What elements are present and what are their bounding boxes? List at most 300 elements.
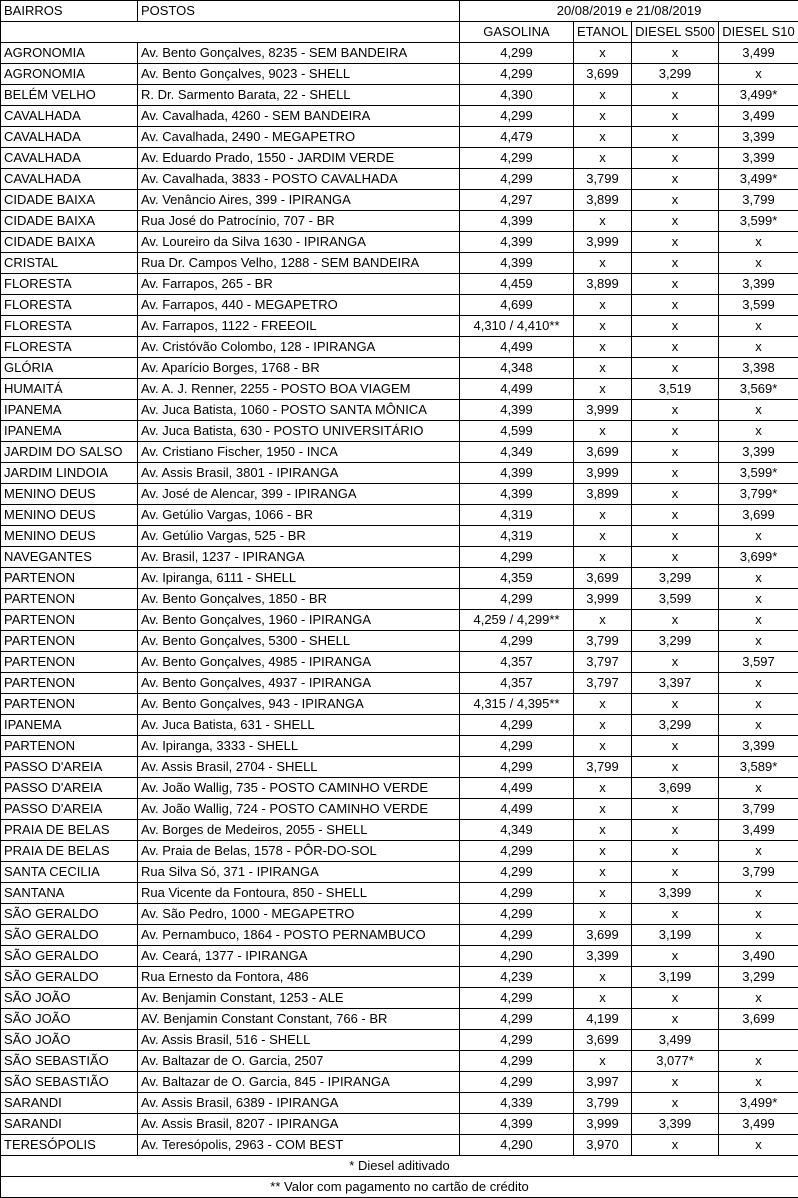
- diesel-s500-cell: x: [632, 43, 719, 64]
- diesel-s500-cell: x: [632, 211, 719, 232]
- etanol-cell: 3,999: [574, 463, 632, 484]
- bairro-cell: PARTENON: [1, 568, 138, 589]
- diesel-s500-cell: x: [632, 148, 719, 169]
- posto-cell: Rua Dr. Campos Velho, 1288 - SEM BANDEIRA: [138, 253, 460, 274]
- diesel-s500-cell: x: [632, 757, 719, 778]
- gasolina-cell: 4,349: [460, 442, 574, 463]
- diesel-s500-cell: x: [632, 85, 719, 106]
- table-row: [1, 190, 798, 211]
- table-row: [1, 316, 798, 337]
- diesel-s10-cell: x: [719, 400, 798, 421]
- diesel-s500-cell: 3,399: [632, 883, 719, 904]
- gasolina-cell: 4,499: [460, 799, 574, 820]
- diesel-s10-cell: x: [719, 232, 798, 253]
- diesel-s500-cell: x: [632, 1009, 719, 1030]
- bairro-cell: SÃO GERALDO: [1, 904, 138, 925]
- diesel-s500-cell: x: [632, 295, 719, 316]
- diesel-s10-cell: x: [719, 610, 798, 631]
- etanol-cell: x: [574, 127, 632, 148]
- bairro-cell: MENINO DEUS: [1, 526, 138, 547]
- posto-cell: Av. João Wallig, 724 - POSTO CAMINHO VERDE: [138, 799, 460, 820]
- diesel-s500-cell: x: [632, 484, 719, 505]
- bairro-cell: AGRONOMIA: [1, 64, 138, 85]
- etanol-cell: 3,699: [574, 442, 632, 463]
- table-row: [1, 589, 798, 610]
- footnote-row-diesel: [1, 1156, 798, 1177]
- etanol-cell: 3,799: [574, 757, 632, 778]
- etanol-cell: x: [574, 421, 632, 442]
- diesel-s10-cell: x: [719, 988, 798, 1009]
- table-row: [1, 757, 798, 778]
- etanol-cell: x: [574, 904, 632, 925]
- bairro-cell: PRAIA DE BELAS: [1, 841, 138, 862]
- posto-cell: Av. Farrapos, 1122 - FREEOIL: [138, 316, 460, 337]
- table-row: [1, 841, 798, 862]
- etanol-cell: 3,799: [574, 1093, 632, 1114]
- diesel-s10-cell: 3,490: [719, 946, 798, 967]
- etanol-cell: 3,699: [574, 64, 632, 85]
- diesel-s500-cell: 3,199: [632, 967, 719, 988]
- diesel-s10-cell: 3,799: [719, 799, 798, 820]
- posto-cell: Av. Assis Brasil, 516 - SHELL: [138, 1030, 460, 1051]
- gasolina-cell: 4,699: [460, 295, 574, 316]
- diesel-s500-cell: 3,699: [632, 778, 719, 799]
- etanol-cell: x: [574, 316, 632, 337]
- diesel-s10-cell: x: [719, 904, 798, 925]
- diesel-s500-cell: 3,299: [632, 568, 719, 589]
- diesel-s10-cell: 3,569*: [719, 379, 798, 400]
- diesel-s10-cell: x: [719, 673, 798, 694]
- table-row: [1, 421, 798, 442]
- bairro-cell: GLÓRIA: [1, 358, 138, 379]
- gasolina-cell: 4,299: [460, 106, 574, 127]
- bairro-cell: JARDIM DO SALSO: [1, 442, 138, 463]
- diesel-s10-cell: x: [719, 337, 798, 358]
- bairro-cell: FLORESTA: [1, 337, 138, 358]
- diesel-s500-cell: x: [632, 169, 719, 190]
- gasolina-cell: 4,390: [460, 85, 574, 106]
- posto-cell: Av. Cavalhada, 3833 - POSTO CAVALHADA: [138, 169, 460, 190]
- diesel-s500-cell: x: [632, 526, 719, 547]
- table-row: [1, 337, 798, 358]
- posto-cell: Av. Cristóvão Colombo, 128 - IPIRANGA: [138, 337, 460, 358]
- table-row: [1, 883, 798, 904]
- diesel-s10-cell: x: [719, 64, 798, 85]
- gasolina-cell: 4,299: [460, 1009, 574, 1030]
- etanol-cell: x: [574, 736, 632, 757]
- table-row: [1, 85, 798, 106]
- etanol-cell: x: [574, 778, 632, 799]
- bairro-cell: FLORESTA: [1, 274, 138, 295]
- posto-cell: Av. Juca Batista, 630 - POSTO UNIVERSITÁRIO: [138, 421, 460, 442]
- etanol-cell: x: [574, 253, 632, 274]
- bairro-cell: PARTENON: [1, 610, 138, 631]
- bairro-cell: SÃO JOÃO: [1, 1030, 138, 1051]
- diesel-s500-cell: x: [632, 841, 719, 862]
- diesel-s500-cell: 3,397: [632, 673, 719, 694]
- table-row: [1, 1051, 798, 1072]
- gasolina-cell: 4,319: [460, 526, 574, 547]
- gasolina-cell: 4,399: [460, 463, 574, 484]
- gasolina-cell: 4,299: [460, 883, 574, 904]
- header-row-2: [1, 22, 798, 43]
- diesel-s10-cell: 3,399: [719, 148, 798, 169]
- table-row: [1, 1093, 798, 1114]
- gasolina-cell: 4,319: [460, 505, 574, 526]
- bairro-cell: HUMAITÁ: [1, 379, 138, 400]
- diesel-s10-cell: 3,499*: [719, 85, 798, 106]
- bairro-cell: PASSO D'AREIA: [1, 778, 138, 799]
- bairro-cell: CAVALHADA: [1, 127, 138, 148]
- posto-cell: Av. Bento Gonçalves, 9023 - SHELL: [138, 64, 460, 85]
- footnote-credit-card: ** Valor com pagamento no cartão de crédito: [1, 1177, 798, 1198]
- bairro-cell: CAVALHADA: [1, 169, 138, 190]
- etanol-cell: 3,997: [574, 1072, 632, 1093]
- posto-cell: Av. Bento Gonçalves, 1850 - BR: [138, 589, 460, 610]
- etanol-cell: 3,699: [574, 1030, 632, 1051]
- posto-cell: Av. Farrapos, 265 - BR: [138, 274, 460, 295]
- etanol-cell: 3,999: [574, 232, 632, 253]
- gasolina-cell: 4,299: [460, 841, 574, 862]
- diesel-s500-cell: x: [632, 358, 719, 379]
- etanol-cell: x: [574, 505, 632, 526]
- gasolina-cell: 4,599: [460, 421, 574, 442]
- diesel-s500-cell: x: [632, 610, 719, 631]
- diesel-s10-cell: 3,799*: [719, 484, 798, 505]
- header-gasolina: GASOLINA: [460, 22, 574, 43]
- bairro-cell: NAVEGANTES: [1, 547, 138, 568]
- posto-cell: Av. Cristiano Fischer, 1950 - INCA: [138, 442, 460, 463]
- gasolina-cell: 4,299: [460, 1051, 574, 1072]
- gasolina-cell: 4,299: [460, 43, 574, 64]
- header-postos: POSTOS: [138, 1, 460, 22]
- diesel-s500-cell: 3,299: [632, 64, 719, 85]
- diesel-s500-cell: 3,499: [632, 1030, 719, 1051]
- table-row: [1, 148, 798, 169]
- gasolina-cell: 4,349: [460, 820, 574, 841]
- diesel-s500-cell: x: [632, 337, 719, 358]
- posto-cell: Av. Ipiranga, 6111 - SHELL: [138, 568, 460, 589]
- diesel-s500-cell: 3,599: [632, 589, 719, 610]
- posto-cell: Av. Aparício Borges, 1768 - BR: [138, 358, 460, 379]
- diesel-s10-cell: x: [719, 316, 798, 337]
- table-row: [1, 862, 798, 883]
- gasolina-cell: 4,459: [460, 274, 574, 295]
- posto-cell: Av. Getúlio Vargas, 1066 - BR: [138, 505, 460, 526]
- etanol-cell: x: [574, 379, 632, 400]
- diesel-s10-cell: x: [719, 1051, 798, 1072]
- gasolina-cell: 4,299: [460, 988, 574, 1009]
- bairro-cell: CRISTAL: [1, 253, 138, 274]
- diesel-s500-cell: x: [632, 1135, 719, 1156]
- bairro-cell: CAVALHADA: [1, 106, 138, 127]
- etanol-cell: 3,699: [574, 925, 632, 946]
- bairro-cell: PARTENON: [1, 694, 138, 715]
- posto-cell: Av. Venâncio Aires, 399 - IPIRANGA: [138, 190, 460, 211]
- etanol-cell: 3,899: [574, 274, 632, 295]
- header-row-1: [1, 1, 798, 22]
- table-row: [1, 904, 798, 925]
- table-row: [1, 295, 798, 316]
- diesel-s500-cell: 3,399: [632, 1114, 719, 1135]
- posto-cell: Av. Borges de Medeiros, 2055 - SHELL: [138, 820, 460, 841]
- posto-cell: Av. Bento Gonçalves, 4937 - IPIRANGA: [138, 673, 460, 694]
- diesel-s10-cell: x: [719, 568, 798, 589]
- posto-cell: Av. Bento Gonçalves, 8235 - SEM BANDEIRA: [138, 43, 460, 64]
- bairro-cell: AGRONOMIA: [1, 43, 138, 64]
- posto-cell: Av. Assis Brasil, 3801 - IPIRANGA: [138, 463, 460, 484]
- gasolina-cell: 4,299: [460, 169, 574, 190]
- diesel-s500-cell: x: [632, 232, 719, 253]
- diesel-s10-cell: x: [719, 694, 798, 715]
- gasolina-cell: 4,299: [460, 631, 574, 652]
- posto-cell: Av. Teresópolis, 2963 - COM BEST: [138, 1135, 460, 1156]
- gasolina-cell: 4,399: [460, 1114, 574, 1135]
- etanol-cell: x: [574, 295, 632, 316]
- gasolina-cell: 4,399: [460, 484, 574, 505]
- header-blank-cell: [1, 22, 460, 43]
- etanol-cell: x: [574, 988, 632, 1009]
- diesel-s10-cell: 3,398: [719, 358, 798, 379]
- diesel-s10-cell: x: [719, 589, 798, 610]
- etanol-cell: 3,699: [574, 568, 632, 589]
- posto-cell: Av. São Pedro, 1000 - MEGAPETRO: [138, 904, 460, 925]
- table-row: [1, 1072, 798, 1093]
- gasolina-cell: 4,399: [460, 400, 574, 421]
- etanol-cell: x: [574, 862, 632, 883]
- table-row: [1, 694, 798, 715]
- diesel-s500-cell: x: [632, 421, 719, 442]
- gasolina-cell: 4,399: [460, 253, 574, 274]
- posto-cell: AV. Benjamin Constant Constant, 766 - BR: [138, 1009, 460, 1030]
- diesel-s10-cell: 3,399: [719, 442, 798, 463]
- gasolina-cell: 4,259 / 4,299**: [460, 610, 574, 631]
- posto-cell: Av. Baltazar de O. Garcia, 2507: [138, 1051, 460, 1072]
- etanol-cell: x: [574, 967, 632, 988]
- gasolina-cell: 4,299: [460, 1072, 574, 1093]
- table-row: [1, 442, 798, 463]
- diesel-s10-cell: 3,599*: [719, 463, 798, 484]
- table-row: [1, 484, 798, 505]
- gasolina-cell: 4,399: [460, 211, 574, 232]
- bairro-cell: SÃO JOÃO: [1, 988, 138, 1009]
- table-row: [1, 232, 798, 253]
- gasolina-cell: 4,299: [460, 64, 574, 85]
- diesel-s500-cell: x: [632, 127, 719, 148]
- posto-cell: Av. Bento Gonçalves, 4985 - IPIRANGA: [138, 652, 460, 673]
- header-diesel-s500: DIESEL S500: [632, 22, 719, 43]
- diesel-s10-cell: 3,699*: [719, 547, 798, 568]
- footnote-diesel-aditivado: * Diesel aditivado: [1, 1156, 798, 1177]
- diesel-s500-cell: x: [632, 1093, 719, 1114]
- bairro-cell: CIDADE BAIXA: [1, 211, 138, 232]
- etanol-cell: 3,970: [574, 1135, 632, 1156]
- bairro-cell: IPANEMA: [1, 400, 138, 421]
- gasolina-cell: 4,357: [460, 652, 574, 673]
- bairro-cell: SÃO GERALDO: [1, 967, 138, 988]
- diesel-s10-cell: x: [719, 631, 798, 652]
- gasolina-cell: 4,299: [460, 904, 574, 925]
- posto-cell: Av. Juca Batista, 1060 - POSTO SANTA MÔNICA: [138, 400, 460, 421]
- posto-cell: Av. Benjamin Constant, 1253 - ALE: [138, 988, 460, 1009]
- posto-cell: Av. José de Alencar, 399 - IPIRANGA: [138, 484, 460, 505]
- diesel-s500-cell: x: [632, 862, 719, 883]
- posto-cell: Av. Ipiranga, 3333 - SHELL: [138, 736, 460, 757]
- gasolina-cell: 4,339: [460, 1093, 574, 1114]
- diesel-s500-cell: x: [632, 190, 719, 211]
- bairro-cell: JARDIM LINDOIA: [1, 463, 138, 484]
- gasolina-cell: 4,299: [460, 1030, 574, 1051]
- bairro-cell: IPANEMA: [1, 715, 138, 736]
- gasolina-cell: 4,499: [460, 379, 574, 400]
- table-row: [1, 820, 798, 841]
- diesel-s500-cell: 3,199: [632, 925, 719, 946]
- header-diesel-s10: DIESEL S10: [719, 22, 798, 43]
- diesel-s10-cell: 3,299: [719, 967, 798, 988]
- bairro-cell: IPANEMA: [1, 421, 138, 442]
- etanol-cell: x: [574, 547, 632, 568]
- gasolina-cell: 4,297: [460, 190, 574, 211]
- etanol-cell: x: [574, 526, 632, 547]
- bairro-cell: PRAIA DE BELAS: [1, 820, 138, 841]
- diesel-s10-cell: 3,399: [719, 274, 798, 295]
- diesel-s10-cell: x: [719, 841, 798, 862]
- table-row: [1, 1009, 798, 1030]
- diesel-s10-cell: 3,599*: [719, 211, 798, 232]
- diesel-s10-cell: 3,499: [719, 1114, 798, 1135]
- gasolina-cell: 4,239: [460, 967, 574, 988]
- posto-cell: Av. Praia de Belas, 1578 - PÔR-DO-SOL: [138, 841, 460, 862]
- bairro-cell: PASSO D'AREIA: [1, 757, 138, 778]
- bairro-cell: PASSO D'AREIA: [1, 799, 138, 820]
- gasolina-cell: 4,359: [460, 568, 574, 589]
- diesel-s10-cell: x: [719, 778, 798, 799]
- diesel-s500-cell: x: [632, 253, 719, 274]
- diesel-s10-cell: 3,589*: [719, 757, 798, 778]
- diesel-s10-cell: x: [719, 715, 798, 736]
- posto-cell: Av. Pernambuco, 1864 - POSTO PERNAMBUCO: [138, 925, 460, 946]
- diesel-s10-cell: 3,499: [719, 820, 798, 841]
- bairro-cell: SARANDI: [1, 1093, 138, 1114]
- diesel-s10-cell: x: [719, 421, 798, 442]
- diesel-s500-cell: x: [632, 274, 719, 295]
- diesel-s10-cell: 3,799: [719, 862, 798, 883]
- posto-cell: Av. Getúlio Vargas, 525 - BR: [138, 526, 460, 547]
- gasolina-cell: 4,299: [460, 589, 574, 610]
- etanol-cell: 4,199: [574, 1009, 632, 1030]
- diesel-s10-cell: 3,499: [719, 43, 798, 64]
- posto-cell: Av. Baltazar de O. Garcia, 845 - IPIRANGA: [138, 1072, 460, 1093]
- bairro-cell: PARTENON: [1, 589, 138, 610]
- diesel-s500-cell: x: [632, 505, 719, 526]
- posto-cell: Av. João Wallig, 735 - POSTO CAMINHO VERDE: [138, 778, 460, 799]
- bairro-cell: SÃO SEBASTIÃO: [1, 1051, 138, 1072]
- table-row: [1, 715, 798, 736]
- table-row: [1, 169, 798, 190]
- gasolina-cell: 4,499: [460, 778, 574, 799]
- gasolina-cell: 4,299: [460, 547, 574, 568]
- gasolina-cell: 4,299: [460, 925, 574, 946]
- bairro-cell: SÃO SEBASTIÃO: [1, 1072, 138, 1093]
- header-date-range: 20/08/2019 e 21/08/2019: [460, 1, 798, 22]
- table-row: [1, 526, 798, 547]
- etanol-cell: 3,999: [574, 589, 632, 610]
- posto-cell: Av. Eduardo Prado, 1550 - JARDIM VERDE: [138, 148, 460, 169]
- bairro-cell: CAVALHADA: [1, 148, 138, 169]
- etanol-cell: x: [574, 148, 632, 169]
- gasolina-cell: 4,310 / 4,410**: [460, 316, 574, 337]
- bairro-cell: CIDADE BAIXA: [1, 190, 138, 211]
- bairro-cell: SÃO GERALDO: [1, 946, 138, 967]
- bairro-cell: CIDADE BAIXA: [1, 232, 138, 253]
- table-row: [1, 988, 798, 1009]
- diesel-s500-cell: x: [632, 316, 719, 337]
- etanol-cell: 3,899: [574, 484, 632, 505]
- posto-cell: Av. Bento Gonçalves, 1960 - IPIRANGA: [138, 610, 460, 631]
- posto-cell: Av. Farrapos, 440 - MEGAPETRO: [138, 295, 460, 316]
- diesel-s500-cell: 3,299: [632, 715, 719, 736]
- table-row: [1, 946, 798, 967]
- diesel-s10-cell: x: [719, 1135, 798, 1156]
- gasolina-cell: 4,357: [460, 673, 574, 694]
- gasolina-cell: 4,299: [460, 757, 574, 778]
- posto-cell: Av. Cavalhada, 2490 - MEGAPETRO: [138, 127, 460, 148]
- gasolina-cell: 4,479: [460, 127, 574, 148]
- table-row: [1, 652, 798, 673]
- bairro-cell: FLORESTA: [1, 295, 138, 316]
- diesel-s10-cell: 3,599: [719, 295, 798, 316]
- posto-cell: Av. Assis Brasil, 8207 - IPIRANGA: [138, 1114, 460, 1135]
- diesel-s10-cell: x: [719, 1072, 798, 1093]
- bairro-cell: SANTANA: [1, 883, 138, 904]
- table-row: [1, 127, 798, 148]
- gasolina-cell: 4,348: [460, 358, 574, 379]
- posto-cell: Rua José do Patrocínio, 707 - BR: [138, 211, 460, 232]
- table-row: [1, 631, 798, 652]
- footnote-row-credit: [1, 1177, 798, 1198]
- etanol-cell: x: [574, 43, 632, 64]
- gasolina-cell: 4,399: [460, 232, 574, 253]
- table-row: [1, 568, 798, 589]
- posto-cell: Av. Bento Gonçalves, 5300 - SHELL: [138, 631, 460, 652]
- gasolina-cell: 4,299: [460, 148, 574, 169]
- diesel-s10-cell: 3,399: [719, 736, 798, 757]
- etanol-cell: x: [574, 211, 632, 232]
- posto-cell: Rua Vicente da Fontoura, 850 - SHELL: [138, 883, 460, 904]
- diesel-s10-cell: 3,499*: [719, 169, 798, 190]
- table-row: [1, 400, 798, 421]
- diesel-s10-cell: x: [719, 526, 798, 547]
- table-row: [1, 253, 798, 274]
- table-row: [1, 925, 798, 946]
- bairro-cell: SÃO GERALDO: [1, 925, 138, 946]
- diesel-s10-cell: 3,699: [719, 1009, 798, 1030]
- diesel-s10-cell: x: [719, 253, 798, 274]
- diesel-s500-cell: x: [632, 652, 719, 673]
- table-row: [1, 463, 798, 484]
- posto-cell: R. Dr. Sarmento Barata, 22 - SHELL: [138, 85, 460, 106]
- etanol-cell: x: [574, 883, 632, 904]
- posto-cell: Av. Assis Brasil, 2704 - SHELL: [138, 757, 460, 778]
- table-row: [1, 967, 798, 988]
- posto-cell: Av. Bento Gonçalves, 943 - IPIRANGA: [138, 694, 460, 715]
- table-row: [1, 274, 798, 295]
- diesel-s10-cell: 3,499*: [719, 1093, 798, 1114]
- etanol-cell: x: [574, 337, 632, 358]
- bairro-cell: TERESÓPOLIS: [1, 1135, 138, 1156]
- posto-cell: Av. Brasil, 1237 - IPIRANGA: [138, 547, 460, 568]
- diesel-s500-cell: x: [632, 442, 719, 463]
